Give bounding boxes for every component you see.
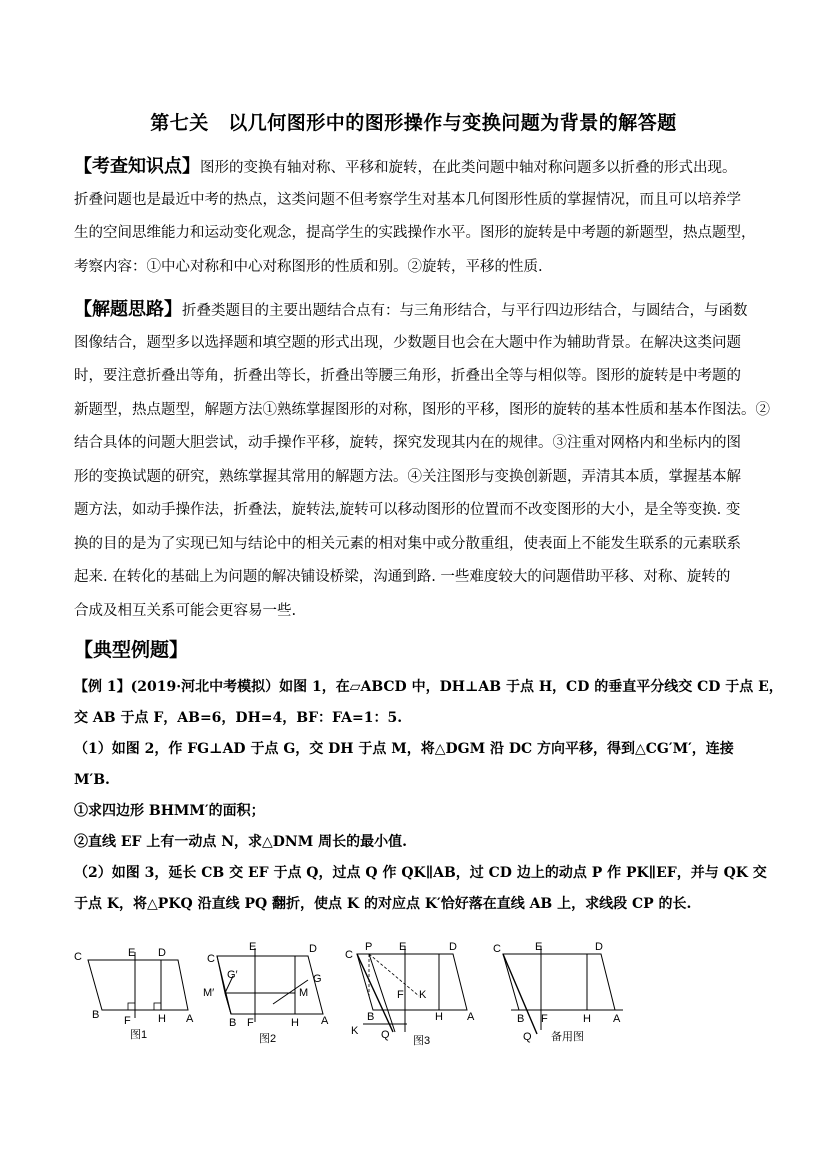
fig4-label: H — [583, 1013, 591, 1025]
knowledge-line: 折叠问题也是最近中考的热点，这类问题不但考察学生对基本几何图形性质的掌握情况，而且可以培养学 — [74, 191, 741, 208]
fig4-label: Q — [523, 1031, 532, 1043]
fig4-label: B — [517, 1013, 525, 1025]
example-line: ②直线 EF 上有一动点 N，求△DNM 周长的最小值. — [74, 834, 407, 850]
example-line: M′B. — [74, 772, 110, 788]
fig4-label: F — [541, 1013, 548, 1025]
fig3-caption: 图3 — [413, 1035, 431, 1047]
fig1-label: C — [74, 951, 82, 963]
knowledge-section — [74, 150, 774, 284]
fig2-label: B — [229, 1017, 237, 1029]
fig2-label: A — [321, 1015, 329, 1027]
fig3-label: K — [419, 989, 427, 1001]
figure-1 — [68, 938, 198, 1043]
fig4-label: A — [613, 1013, 621, 1025]
knowledge-line: 图形的变换有轴对称、平移和旋转，在此类问题中轴对称问题多以折叠的形式出现。 — [200, 160, 737, 176]
example-line: 【例 1】(2019·河北中考模拟）如图 1，在▱ABCD 中，DH⊥AB 于点 H，CD 的垂直平分线交 CD 于点 E， — [74, 679, 783, 695]
fig3-label: F — [397, 989, 404, 1001]
fig3-label: C — [345, 949, 353, 961]
approach-line: 形的变换试题的研究，熟练掌握其常用的解题方法。④关注图形与变换创新题，弄清其本质，掌握基本解 — [74, 468, 741, 485]
fig2-label: M′ — [203, 987, 215, 999]
fig3-label: P — [365, 941, 373, 953]
fig1-label: D — [158, 947, 166, 959]
fig2-label: F — [247, 1017, 254, 1029]
fig3-label: D — [449, 941, 457, 953]
fig2-label: H — [291, 1017, 299, 1029]
example-line: （1）如图 2，作 FG⊥AD 于点 G，交 DH 于点 M，将△DGM 沿 DC 方向平移，得到△CG′M′，连接 — [74, 741, 734, 757]
fig3-label: K — [351, 1025, 359, 1037]
fig3-label: H — [435, 1011, 443, 1023]
examples-heading: 【典型例题】 — [74, 639, 189, 661]
fig2-label: G — [313, 973, 322, 985]
fig2-label: C — [207, 953, 215, 965]
knowledge-line: 考察内容：①中心对称和中心对称图形的性质和别。②旋转，平移的性质. — [74, 258, 543, 275]
fig1-label: A — [186, 1013, 194, 1025]
approach-line: 合成及相互关系可能会更容易一些. — [74, 602, 297, 619]
fig2-label: M — [299, 987, 309, 999]
fig1-label: B — [92, 1009, 100, 1021]
fig1-label: F — [124, 1015, 131, 1027]
approach-section — [74, 293, 774, 628]
approach-line: 图像结合，题型多以选择题和填空题的形式出现，少数题目也会在大题中作为辅助背景。在解决这类问题 — [74, 334, 741, 351]
fig4-label: E — [535, 941, 543, 953]
approach-heading: 【解题思路】 — [74, 299, 182, 320]
approach-line: 换的目的是为了实现已知与结论中的相关元素的相对集中或分散重组，使表面上不能发生联系的元素联系 — [74, 535, 741, 552]
fig1-label: H — [158, 1013, 166, 1025]
figure-spare — [493, 938, 628, 1048]
figures-row — [68, 938, 628, 1048]
approach-line: 时，要注意折叠出等角，折叠出等长，折叠出等腰三角形，折叠出全等与相似等。图形的旋转是中考题的 — [74, 368, 741, 384]
fig3-label: A — [467, 1011, 475, 1023]
page-title: 第七关 以几何图形中的图形操作与变换问题为背景的解答题 — [150, 112, 677, 134]
figure-3 — [343, 938, 488, 1048]
approach-line: 起来. 在转化的基础上为问题的解决铺设桥梁，沟通到路. 一些难度较大的问题借助平移、对称、旋转的 — [74, 569, 731, 585]
example-line: 交 AB 于点 F，AB=6，DH=4，BF：FA=1：5. — [74, 710, 403, 726]
approach-line: 折叠类题目的主要出题结合点有：与三角形结合，与平行四边形结合，与圆结合，与函数 — [182, 303, 748, 319]
example-1 — [74, 672, 794, 920]
fig1-label: E — [128, 947, 136, 959]
fig2-label: D — [309, 943, 317, 955]
approach-line: 题方法，如动手操作法，折叠法，旋转法,旋转可以移动图形的位置而不改变图形的大小，是全等变换. 变 — [74, 502, 741, 518]
fig2-label: E — [249, 941, 257, 953]
fig3-label: Q — [381, 1029, 390, 1041]
fig4-caption: 备用图 — [551, 1031, 584, 1043]
fig4-label: D — [595, 941, 603, 953]
knowledge-line: 生的空间思维能力和运动变化观念，提高学生的实践操作水平。图形的旋转是中考题的新题型，热点题型， — [74, 225, 756, 241]
fig3-label: B — [367, 1011, 375, 1023]
figure-2 — [203, 938, 338, 1048]
fig3-label: E — [399, 941, 407, 953]
fig2-caption: 图2 — [259, 1033, 277, 1045]
example-line: （2）如图 3，延长 CB 交 EF 于点 Q，过点 Q 作 QK∥AB，过 CD 边上的动点 P 作 PK∥EF，并与 QK 交 — [74, 865, 767, 881]
example-line: ①求四边形 BHMM′的面积； — [74, 803, 265, 819]
fig2-label: G′ — [227, 969, 238, 981]
fig1-caption: 图1 — [130, 1029, 148, 1041]
fig4-label: C — [493, 943, 501, 955]
approach-line: 结合具体的问题大胆尝试，动手操作平移，旋转，探究发现其内在的规律。③注重对网格内和坐标内的图 — [74, 435, 741, 451]
example-line: 于点 K，将△PKQ 沿直线 PQ 翻折，使点 K 的对应点 K′恰好落在直线 AB 上，求线段 CP 的长. — [74, 896, 692, 912]
knowledge-heading: 【考查知识点】 — [74, 156, 200, 177]
approach-line: 新题型，热点题型，解题方法①熟练掌握图形的对称，图形的平移，图形的旋转的基本性质和基本作图法。② — [74, 401, 770, 418]
